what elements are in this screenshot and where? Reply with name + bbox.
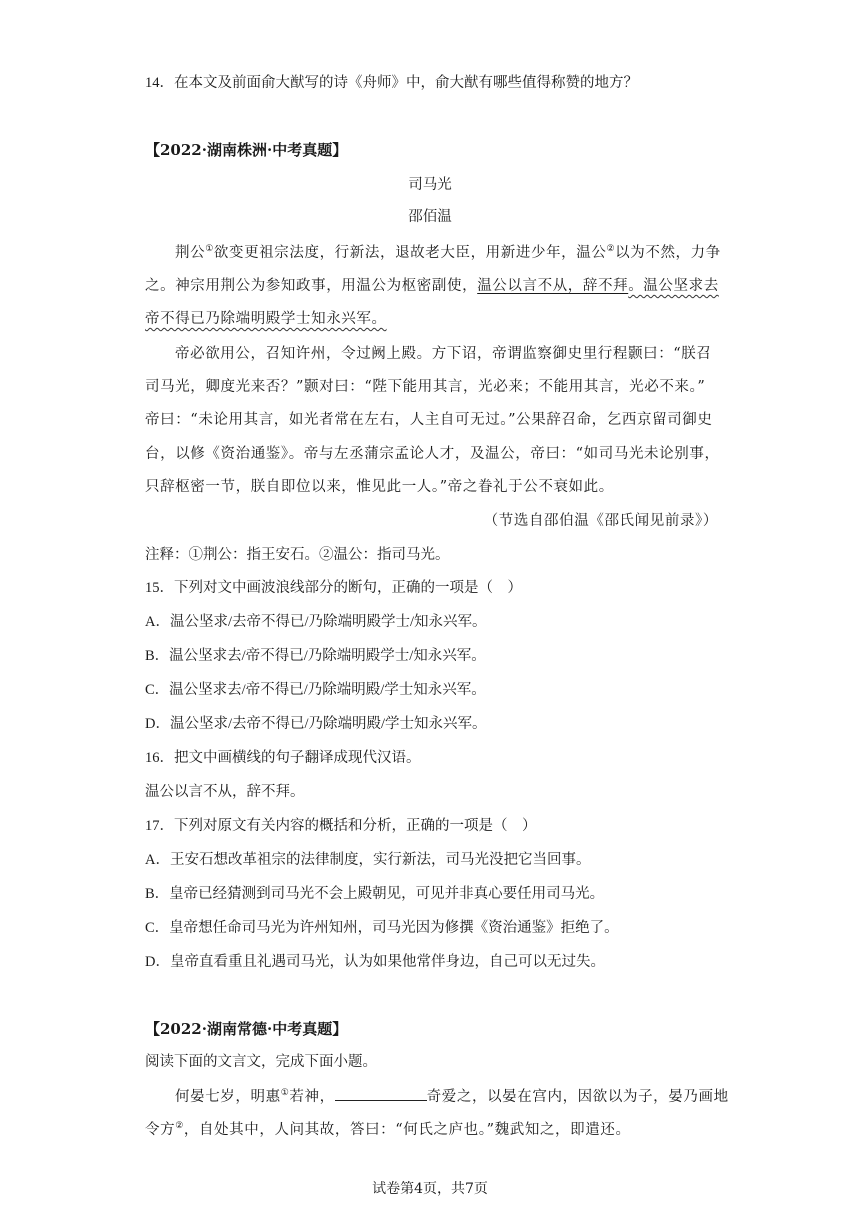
footnote-marker-2: ② [606, 244, 616, 255]
section-heading-zhuzhou: 【2022·湖南株洲·中考真题】 [145, 141, 348, 159]
question-14: 14．在本文及前面俞大猷写的诗《舟师》中，俞大猷有哪些值得称赞的地方？ [145, 75, 638, 91]
passage-p1-line1: 荆公①欲变更祖宗法度，行新法，退故老大臣，用新进少年，温公②以为不然，力争 [175, 244, 721, 261]
question-15-option-d: D．温公坚求/去帝不得已/乃除端明殿/学士知永兴军。 [145, 716, 487, 732]
passage-notes: 注释：①荆公：指王安石。②温公：指司马光。 [145, 547, 450, 563]
passage-p2-line5: 只辞枢密一节，朕自即位以来，惟见此一人。”帝之眷礼于公不衰如此。 [145, 479, 614, 495]
question-16-sentence: 温公以言不从，辞不拜。 [145, 784, 305, 800]
question-15-option-c: C．温公坚求去/帝不得已/乃除端明殿/学士知永兴军。 [145, 682, 486, 698]
question-17-option-b: B．皇帝已经猜测到司马光不会上殿朝见，可见并非真心要任用司马光。 [145, 886, 605, 902]
section-intro: 阅读下面的文言文，完成下面小题。 [145, 1054, 377, 1070]
question-17-stem: 17．下列对原文有关内容的概括和分析，正确的一项是（ ） [145, 818, 537, 834]
footnote-marker-2: ② [175, 1121, 184, 1132]
question-15-option-b: B．温公坚求去/帝不得已/乃除端明殿学士/知永兴军。 [145, 648, 486, 664]
fill-in-blank[interactable] [335, 1086, 427, 1101]
passage-p2-line4: 台，以修《资治通鉴》。帝与左丞蒲宗孟论人才，及温公，帝曰：“如司马光未论别事， [145, 446, 720, 462]
page-footer: 试卷第4页，共7页 [372, 1181, 488, 1197]
footnote-marker-1: ① [205, 244, 214, 255]
question-17-option-a: A．王安石想改革祖宗的法律制度，实行新法，司马光没把它当回事。 [145, 852, 591, 868]
question-15-option-a: A．温公坚求/去帝不得已/乃除端明殿学士/知永兴军。 [145, 614, 487, 630]
passage2-line1: 何晏七岁，明惠①若神， 奇爱之，以晏在宫内，因欲以为子，晏乃画地 [175, 1086, 729, 1107]
passage-author: 邵佰温 [408, 209, 452, 225]
passage-source: （节选自邵伯温《邵氏闻见前录》） [483, 513, 718, 529]
passage-p2-line2: 司马光，卿度光来否？”颢对曰：“陛下能用其言，光必来；不能用其言，光必不来。” [145, 379, 706, 395]
passage-p1-line2: 之。神宗用荆公为参知政事，用温公为枢密副使，温公以言不从，辞不拜。温公坚求去 [145, 278, 719, 294]
passage-title: 司马光 [408, 177, 452, 193]
wavy-underlined-text-start: 。温公坚求去 [628, 278, 719, 294]
question-15-stem: 15．下列对文中画波浪线部分的断句，正确的一项是（ ） [145, 580, 522, 596]
question-17-option-d: D．皇帝直看重且礼遇司马光，认为如果他常伴身边，自己可以无过失。 [145, 954, 605, 970]
footnote-marker-1: ① [280, 1088, 290, 1099]
passage-p2-line3: 帝曰：“未论用其言，如光者常在左右，人主自可无过。”公果辞召命，乞西京留司御史 [145, 412, 713, 428]
passage-p1-line3 [145, 309, 387, 329]
passage-p2-line1: 帝必欲用公，召知许州，令过阙上殿。方下诏，帝谓监察御史里行程颢曰：“朕召 [175, 346, 712, 362]
question-16-stem: 16．把文中画横线的句子翻译成现代汉语。 [145, 750, 421, 766]
underlined-sentence: 温公以言不从，辞不拜 [477, 278, 629, 294]
wavy-underlined-text-end: 帝不得已乃除端明殿学士知永兴军。 [145, 311, 387, 327]
section-heading-changde: 【2022·湖南常德·中考真题】 [145, 1020, 348, 1038]
passage2-line2: 令方②，自处其中，人问其故，答曰：“何氏之庐也。”魏武知之，即遣还。 [145, 1121, 631, 1138]
question-17-option-c: C．皇帝想任命司马光为许州知州，司马光因为修撰《资治通鉴》拒绝了。 [145, 920, 619, 936]
